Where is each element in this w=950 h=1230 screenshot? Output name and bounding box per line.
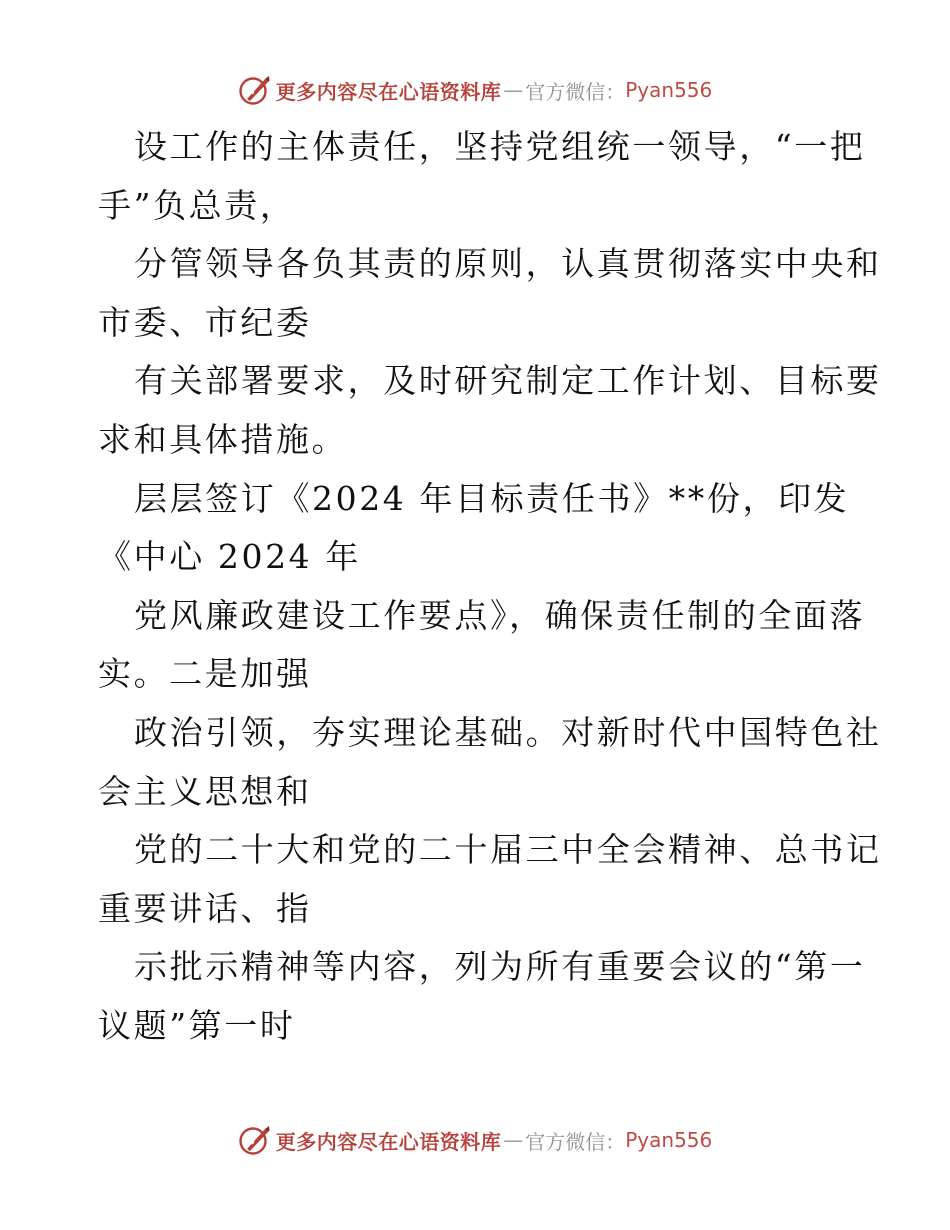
body-line: 实。二是加强: [98, 654, 312, 694]
quill-pen-logo-icon: [238, 1123, 272, 1157]
body-line: 政治引领，夯实理论基础。对新时代中国特色社: [134, 712, 882, 752]
body-line: 设工作的主体责任，坚持党组统一领导，“一把: [134, 127, 866, 166]
banner-wechat-label: 官方微信：: [525, 1129, 626, 1154]
body-line: 党风廉政建设工作要点》，确保责任制的全面落: [134, 595, 866, 635]
body-line: 党的二十大和党的二十届三中全会精神、总书记: [134, 830, 882, 870]
body-line: 重要讲话、指: [98, 888, 312, 928]
banner-wechat-id: Pyan556: [625, 78, 713, 102]
banner-dash: —: [503, 1128, 524, 1152]
body-line: 有关部署要求，及时研究制定工作计划、目标要: [134, 361, 882, 401]
banner-wechat-id: Pyan556: [625, 1128, 713, 1152]
body-line: 层层签订《2024 年目标责任书》**份，印发: [134, 478, 850, 518]
body-line: 市委、市纪委: [98, 302, 312, 342]
banner-dash: —: [503, 78, 524, 102]
banner-wechat-label: 官方微信：: [525, 79, 626, 104]
banner-slogan: 更多内容尽在心语资料库: [275, 79, 502, 104]
body-line: 议题”第一时: [98, 1005, 296, 1045]
banner-slogan: 更多内容尽在心语资料库: [275, 1129, 502, 1154]
header-banner: [0, 70, 950, 110]
body-line: 会主义思想和: [98, 771, 312, 811]
body-line: 分管领导各负其责的原则，认真贯彻落实中央和: [134, 244, 882, 284]
quill-pen-logo-icon: [238, 73, 272, 107]
document-body: [98, 118, 882, 1056]
body-line: 示批示精神等内容，列为所有重要会议的“第一: [134, 947, 866, 987]
body-line: 《中心 2024 年: [98, 537, 361, 577]
body-line: 手”负总责，: [98, 185, 296, 225]
footer-banner: [0, 1120, 950, 1160]
body-line: 求和具体措施。: [98, 419, 348, 459]
